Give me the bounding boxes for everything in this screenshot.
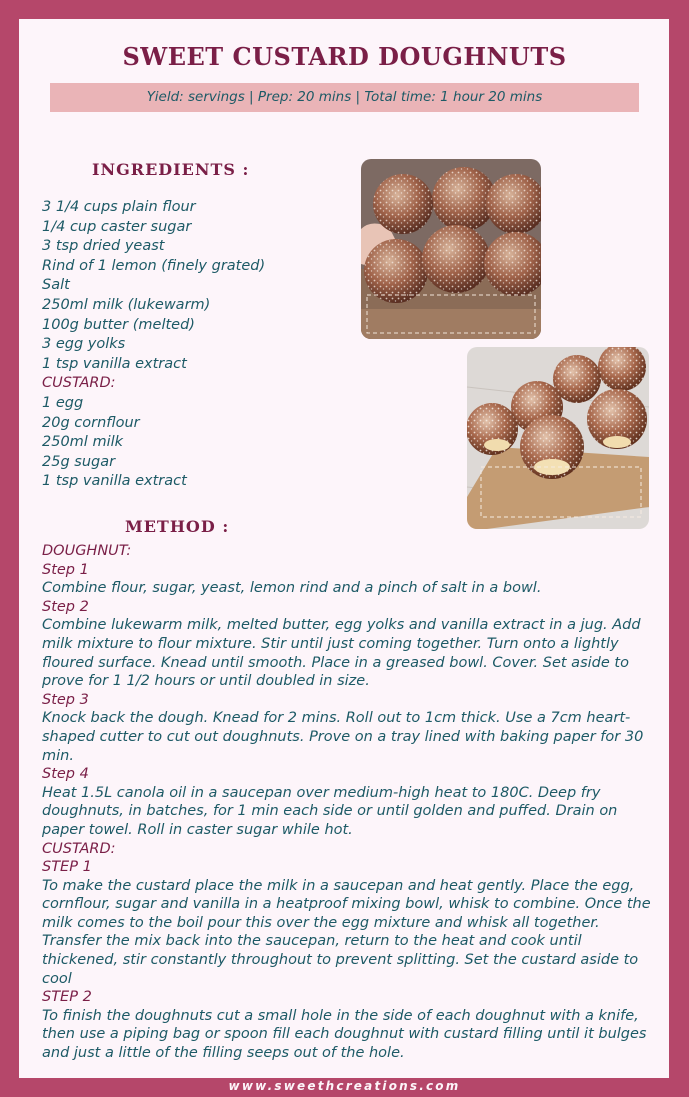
- step-text: Combine flour, sugar, yeast, lemon rind and a pinch of salt in a bowl.: [42, 580, 542, 597]
- step-label: Step 2: [42, 598, 89, 615]
- method-section: [42, 542, 652, 1063]
- step-text: To make the custard place the milk in a saucepan and heat gently. Place the egg, cornflour, sugar and vanilla in a heatproof mixing bowl, whisk to combine. Once the milk comes to the boil pour this over the egg mixture and whisk all together. Transfer the mix back into the saucepan, return to the heat and cook until thickened, stir constantly throughout to prevent splitting. Set the custard aside to cool: [42, 877, 651, 987]
- ingredients-heading: INGREDIENTS :: [92, 160, 250, 179]
- recipe-meta-banner: Yield: servings | Prep: 20 mins | Total time: 1 hour 20 mins: [50, 83, 639, 112]
- doughnuts-photo-top-image: [361, 159, 541, 339]
- step-text: Combine lukewarm milk, melted butter, egg yolks and vanilla extract in a jug. Add milk mixture to flour mixture. Stir until just coming together. Turn onto a lightly floured surface. Knead until smooth. Place in a greased bowl. Cover. Set aside to prove for 1 1/2 hours or until doubled in size.: [42, 617, 641, 690]
- ingredients-list: [42, 198, 352, 492]
- doughnuts-photo-bottom: [467, 347, 649, 529]
- ingredient-item: 100g butter (melted): [42, 316, 195, 333]
- ingredient-item: 1 tsp vanilla extract: [42, 355, 187, 372]
- custard-method-label: CUSTARD:: [42, 840, 116, 857]
- ingredient-item: 1 egg: [42, 394, 84, 411]
- ingredient-item: 250ml milk (lukewarm): [42, 296, 211, 313]
- ingredient-item: 1 tsp vanilla extract: [42, 473, 187, 490]
- doughnut-method-label: DOUGHNUT:: [42, 543, 132, 559]
- ingredient-item: Rind of 1 lemon (finely grated): [42, 257, 266, 274]
- ingredient-item: 3 1/4 cups plain flour: [42, 199, 196, 215]
- step-text: Knock back the dough. Knead for 2 mins. Roll out to 1cm thick. Use a 7cm heart-shaped cutter to cut out doughnuts. Prove on a tray lined with baking paper for 30 min.: [42, 710, 644, 764]
- recipe-title: SWEET CUSTARD DOUGHNUTS: [122, 42, 567, 71]
- ingredient-item: 3 tsp dried yeast: [42, 238, 165, 255]
- ingredient-item: 20g cornflour: [42, 414, 140, 431]
- step-label: STEP 1: [42, 859, 92, 876]
- doughnuts-photo-top: [361, 159, 541, 339]
- step-text: Heat 1.5L canola oil in a saucepan over medium-high heat to 180C. Deep fry doughnuts, in batches, for 1 min each side or until golden and puffed. Drain on paper towel. Roll in caster sugar while hot.: [42, 784, 618, 838]
- ingredient-item: Salt: [42, 277, 70, 294]
- ingredient-item: 25g sugar: [42, 453, 116, 470]
- method-heading: METHOD :: [125, 517, 230, 536]
- ingredient-item: 250ml milk: [42, 434, 124, 451]
- ingredient-item: 3 egg yolks: [42, 336, 126, 353]
- footer-website[interactable]: www.sweethcreations.com: [228, 1079, 461, 1093]
- step-label: Step 3: [42, 691, 89, 708]
- doughnuts-photo-bottom-image: [467, 347, 649, 529]
- ingredient-item: 1/4 cup caster sugar: [42, 218, 192, 235]
- step-label: STEP 2: [42, 989, 92, 1006]
- custard-ingredients-label: CUSTARD:: [42, 375, 116, 392]
- step-label: Step 4: [42, 766, 89, 783]
- step-label: Step 1: [42, 561, 89, 578]
- step-text: To finish the doughnuts cut a small hole in the side of each doughnut with a knife, then use a piping bag or spoon fill each doughnut with custard filling until it bulges and just a little of the filling seeps out of the hole.: [42, 1007, 647, 1062]
